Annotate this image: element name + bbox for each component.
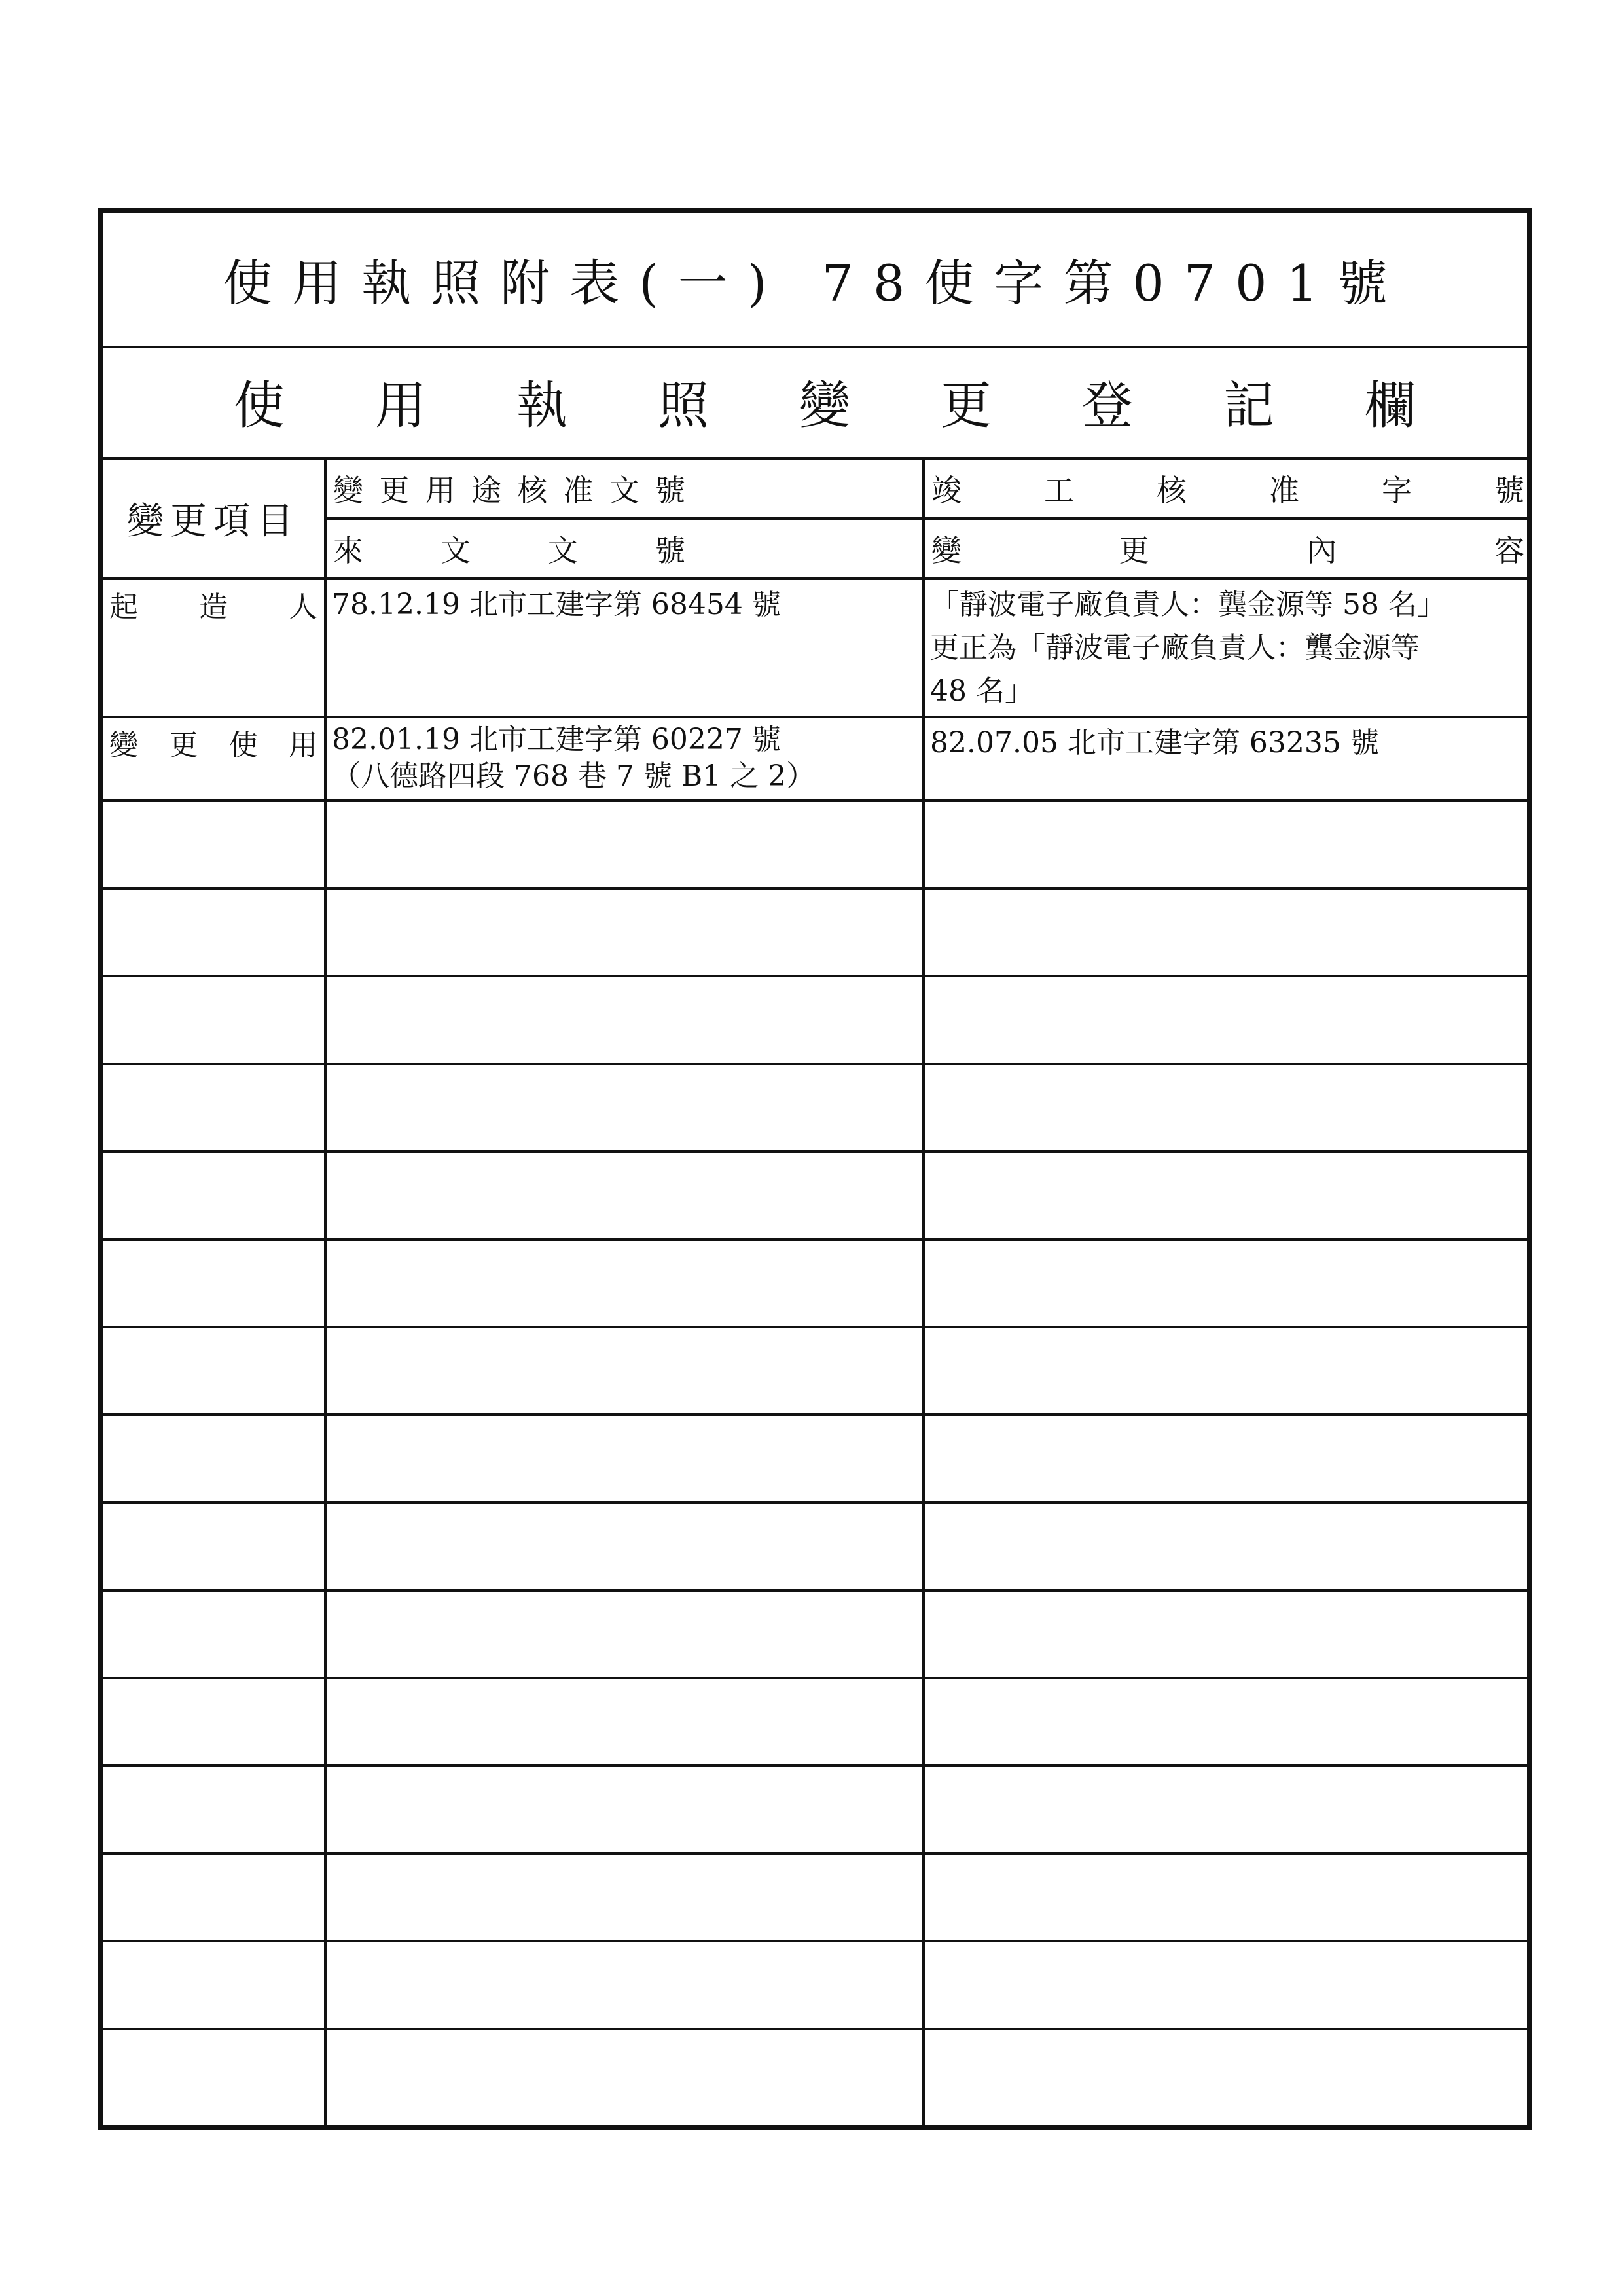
- header-approval-doc-no: [327, 460, 692, 517]
- row-2-change-content: [930, 721, 1379, 765]
- header-char: 字: [1382, 473, 1412, 508]
- cell-line: 更正為「靜波電子廠負責人：龔金源等: [930, 631, 1420, 665]
- header-divider: [324, 517, 1527, 520]
- header-completion-approval-no: [925, 460, 1531, 517]
- row-divider: [103, 887, 1527, 890]
- row-label-char: 造: [199, 591, 228, 624]
- header-char: 來: [333, 533, 363, 568]
- header-char: 內: [1306, 533, 1337, 568]
- cell-line: 82.01.19 北市工建字第 60227 號: [332, 723, 781, 756]
- cell-line: 82.07.05 北市工建字第 63235 號: [930, 726, 1379, 759]
- row-label-change-use: [103, 721, 324, 767]
- row-2-doc-no: [332, 721, 815, 795]
- header-char: 號: [655, 473, 685, 508]
- section-title-char: 登: [1081, 376, 1133, 435]
- row-label-char: 更: [169, 729, 198, 762]
- header-char: 准: [563, 473, 594, 508]
- header-char: 用: [425, 473, 456, 508]
- row-label-owner: [103, 583, 324, 629]
- header-char: 文: [609, 473, 639, 508]
- header-char: 文: [548, 533, 578, 568]
- row-divider: [103, 1677, 1527, 1679]
- header-char: 工: [1044, 473, 1074, 508]
- section-title: [103, 346, 1527, 460]
- row-divider: [103, 716, 1527, 718]
- row-divider: [103, 1150, 1527, 1153]
- cell-line: 48 名」: [930, 674, 1034, 708]
- header-change-content: [925, 520, 1531, 577]
- header-char: 號: [1494, 473, 1524, 508]
- row-divider: [103, 1589, 1527, 1592]
- row-divider: [103, 799, 1527, 802]
- row-divider: [103, 1238, 1527, 1241]
- row-label-char: 變: [109, 729, 138, 762]
- section-title-char: 使: [234, 376, 285, 435]
- row-label-char: 人: [289, 591, 317, 624]
- row-divider: [103, 1940, 1527, 1942]
- row-divider: [103, 2028, 1527, 2030]
- section-title-char: 照: [657, 376, 709, 435]
- header-char: 准: [1269, 473, 1299, 508]
- header-char: 變: [333, 473, 363, 508]
- cell-line: 「靜波電子廠負責人：龔金源等 58 名」: [930, 588, 1446, 621]
- form-title: 使用執照附表(一) 78使字第0701號: [103, 213, 1527, 348]
- row-divider: [103, 975, 1527, 977]
- section-title-char: 記: [1223, 376, 1274, 435]
- row-divider: [103, 1852, 1527, 1855]
- section-title-char: 更: [940, 376, 992, 435]
- column-divider: [922, 460, 925, 2125]
- header-char: 號: [655, 533, 685, 568]
- cell-line: （八德路四段 768 巷 7 號 B1 之 2）: [332, 759, 816, 793]
- row-label-char: 使: [228, 729, 258, 762]
- header-char: 更: [1119, 533, 1149, 568]
- cell-line: 78.12.19 北市工建字第 68454 號: [332, 588, 781, 621]
- row-divider: [103, 1063, 1527, 1065]
- header-char: 變: [931, 533, 962, 568]
- column-divider: [324, 460, 327, 2125]
- header-char: 文: [440, 533, 471, 568]
- row-divider: [103, 1501, 1527, 1504]
- header-incoming-doc-no: [327, 520, 692, 577]
- row-label-char: 用: [288, 729, 317, 762]
- header-char: 核: [517, 473, 548, 508]
- row-label-char: 起: [109, 591, 138, 624]
- header-change-item: 變更項目: [127, 500, 300, 543]
- row-1-change-content: [930, 583, 1446, 713]
- header-char: 更: [379, 473, 410, 508]
- header-char: 竣: [931, 473, 962, 508]
- section-title-char: 執: [516, 376, 567, 435]
- row-divider: [103, 1413, 1527, 1416]
- header-char: 容: [1494, 533, 1524, 568]
- row-divider: [103, 1764, 1527, 1767]
- registration-form: [98, 208, 1532, 2130]
- row-1-doc-no: [332, 583, 781, 627]
- row-divider: [103, 577, 1527, 580]
- row-divider: [103, 1326, 1527, 1328]
- section-title-char: 變: [799, 376, 850, 435]
- header-char: 途: [471, 473, 501, 508]
- header-char: 核: [1157, 473, 1187, 508]
- section-title-char: 欄: [1364, 376, 1416, 435]
- section-title-char: 用: [374, 376, 426, 435]
